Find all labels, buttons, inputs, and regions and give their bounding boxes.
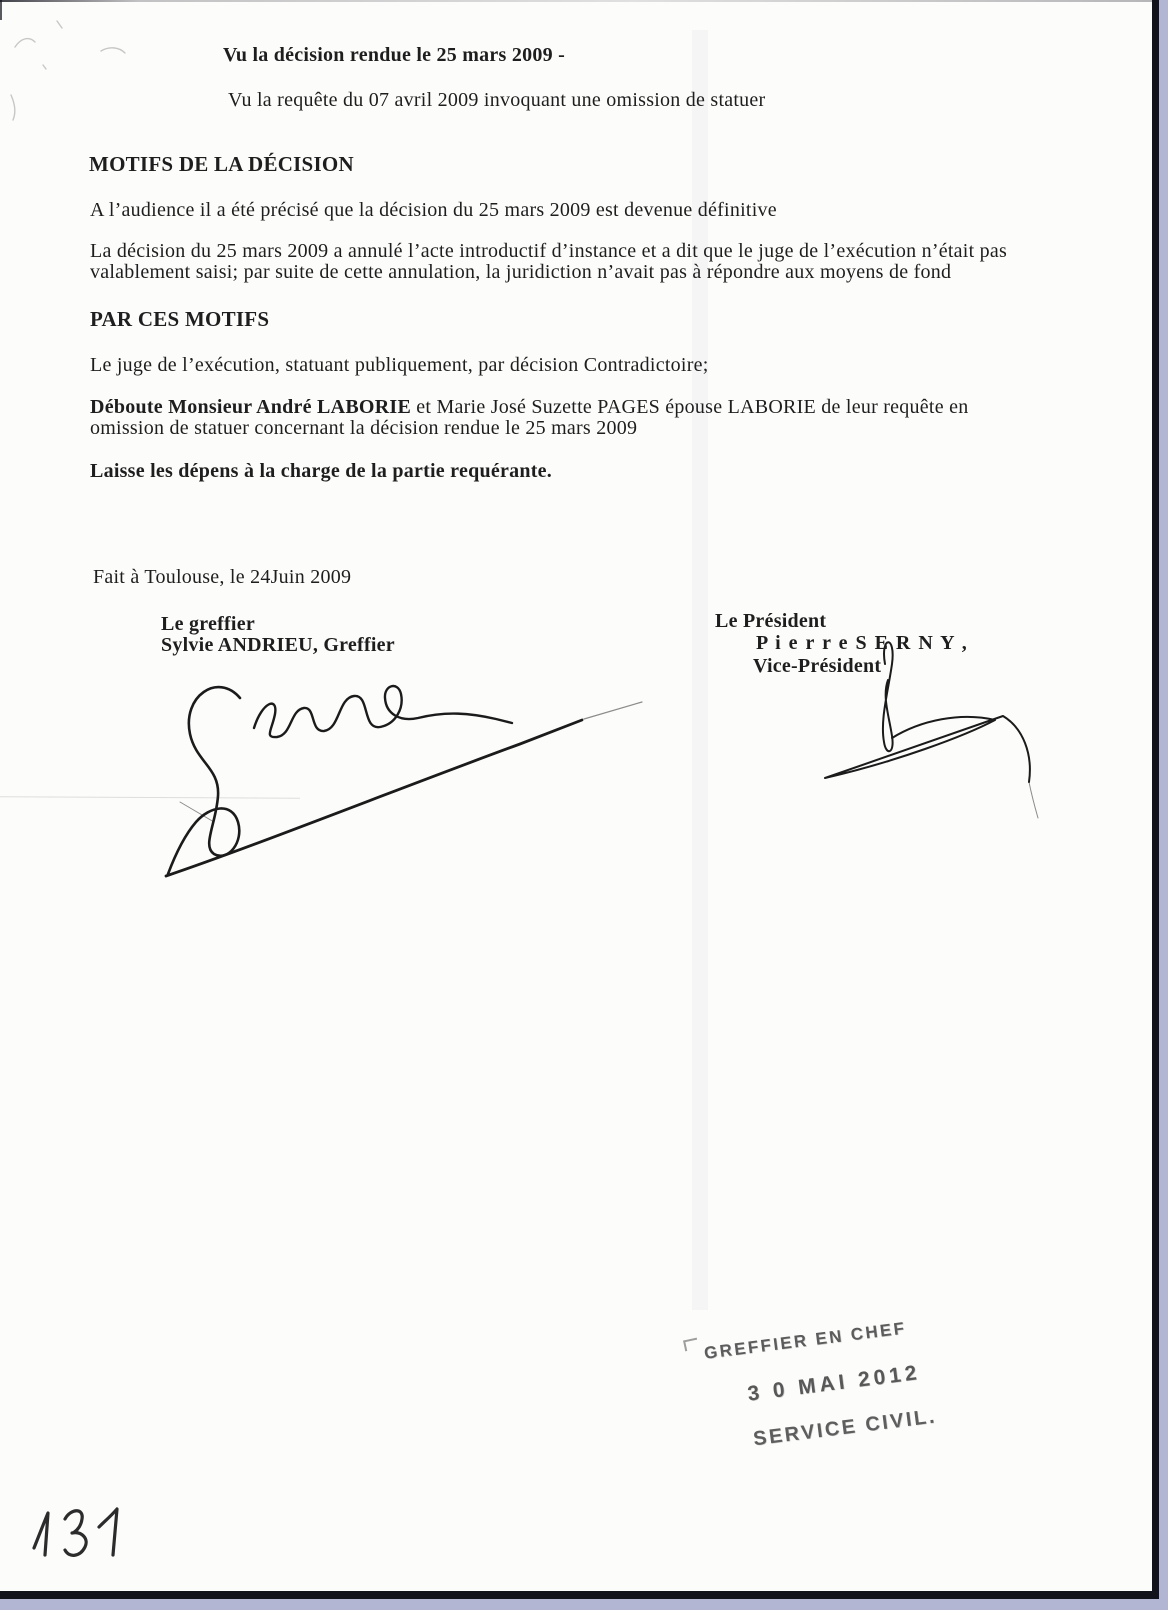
greffier-title: Le greffier [161, 613, 255, 635]
laisse-depens-para: Laisse les dépens à la charge de la partie requérante. [90, 460, 552, 482]
scan-top-edge [0, 0, 1152, 2]
president-title: Le Président [715, 610, 827, 632]
deboute-bold-run: Déboute Monsieur André LABORIE [90, 396, 412, 418]
motifs-heading: MOTIFS DE LA DÉCISION [89, 152, 354, 176]
president-signature [795, 628, 1055, 828]
motifs-para-1: A l’audience il a été précisé que la décision du 25 mars 2009 est devenue définitive [90, 199, 777, 221]
president-role: Vice-Président [753, 655, 882, 677]
date-stamp [703, 1318, 938, 1456]
motifs-para-2-line-2: valablement saisi; par suite de cette annulation, la juridiction n’avait pas à répondre aux moyens de fond [90, 261, 952, 283]
vu-line-2: Vu la requête du 07 avril 2009 invoquant une omission de statuer [228, 89, 766, 111]
scan-artifact-band [692, 30, 708, 1310]
vu-line-1: Vu la décision rendue le 25 mars 2009 - [223, 44, 565, 66]
stamp-line-2: 3 0 MAI 2012 [746, 1361, 922, 1406]
stamp-line-3: SERVICE CIVIL. [751, 1405, 938, 1451]
stamp-smudge [683, 1338, 699, 1352]
pencil-marks [5, 5, 155, 125]
place-date: Fait à Toulouse, le 24Juin 2009 [93, 566, 352, 588]
deboute-line-2: omission de statuer concernant la décision rendue le 25 mars 2009 [90, 417, 638, 439]
president-name: P i e r r e S E R N Y , [756, 632, 969, 654]
par-ces-motifs-heading: PAR CES MOTIFS [90, 307, 270, 331]
deboute-regular-run: et Marie José Suzette PAGES épouse LABORIE de leur requête en [411, 396, 969, 418]
greffier-signature [140, 650, 660, 890]
motifs-para-2-line-1: La décision du 25 mars 2009 a annulé l’acte introductif d’instance et a dit que le juge de l’exécution n’était pas [90, 240, 1008, 262]
juge-execution-para: Le juge de l’exécution, statuant publiquement, par décision Contradictoire; [90, 354, 709, 376]
handwritten-page-number [25, 1495, 135, 1567]
greffier-name: Sylvie ANDRIEU, Greffier [161, 634, 395, 656]
stamp-line-1: GREFFIER EN CHEF [703, 1318, 908, 1363]
scan-left-tick [0, 0, 2, 20]
deboute-line-1 [90, 396, 968, 419]
